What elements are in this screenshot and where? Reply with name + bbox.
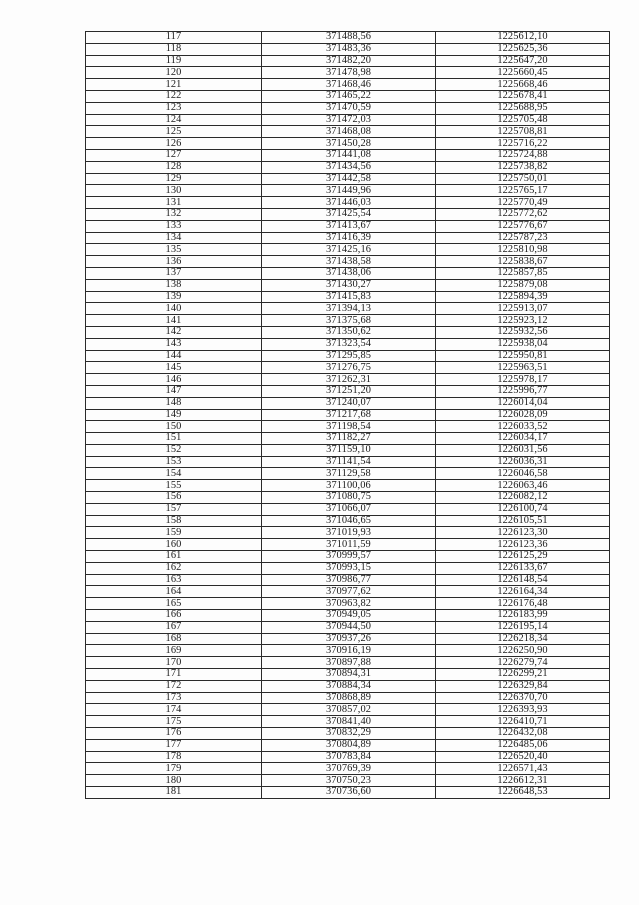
y-coordinate-cell: 1226031,56 xyxy=(436,444,610,456)
x-coordinate-cell: 370937,26 xyxy=(262,633,436,645)
x-coordinate-cell: 371066,07 xyxy=(262,503,436,515)
point-number-cell: 121 xyxy=(86,79,262,91)
point-number-cell: 177 xyxy=(86,739,262,751)
table-row xyxy=(86,444,610,456)
table-row xyxy=(86,79,610,91)
y-coordinate-cell: 1226370,70 xyxy=(436,692,610,704)
table-row xyxy=(86,303,610,315)
y-coordinate-cell: 1226250,90 xyxy=(436,645,610,657)
y-coordinate-cell: 1225879,08 xyxy=(436,279,610,291)
y-coordinate-cell: 1226133,67 xyxy=(436,562,610,574)
y-coordinate-cell: 1225724,88 xyxy=(436,149,610,161)
point-number-cell: 140 xyxy=(86,303,262,315)
table-row xyxy=(86,326,610,338)
table-row xyxy=(86,704,610,716)
table-row xyxy=(86,208,610,220)
x-coordinate-cell: 370769,39 xyxy=(262,763,436,775)
coordinates-table xyxy=(85,31,610,799)
x-coordinate-cell: 371375,68 xyxy=(262,315,436,327)
point-number-cell: 125 xyxy=(86,126,262,138)
table-row xyxy=(86,598,610,610)
table-row xyxy=(86,739,610,751)
point-number-cell: 150 xyxy=(86,421,262,433)
y-coordinate-cell: 1225857,85 xyxy=(436,267,610,279)
point-number-cell: 137 xyxy=(86,267,262,279)
x-coordinate-cell: 371438,58 xyxy=(262,256,436,268)
point-number-cell: 155 xyxy=(86,480,262,492)
table-row xyxy=(86,527,610,539)
x-coordinate-cell: 371483,36 xyxy=(262,43,436,55)
point-number-cell: 132 xyxy=(86,208,262,220)
point-number-cell: 130 xyxy=(86,185,262,197)
y-coordinate-cell: 1226014,04 xyxy=(436,397,610,409)
x-coordinate-cell: 371441,08 xyxy=(262,149,436,161)
coordinates-table-body xyxy=(86,32,610,799)
y-coordinate-cell: 1225612,10 xyxy=(436,32,610,44)
table-row xyxy=(86,126,610,138)
y-coordinate-cell: 1225705,48 xyxy=(436,114,610,126)
table-row xyxy=(86,763,610,775)
y-coordinate-cell: 1225708,81 xyxy=(436,126,610,138)
y-coordinate-cell: 1225625,36 xyxy=(436,43,610,55)
point-number-cell: 178 xyxy=(86,751,262,763)
y-coordinate-cell: 1226393,93 xyxy=(436,704,610,716)
table-row xyxy=(86,610,610,622)
y-coordinate-cell: 1226279,74 xyxy=(436,657,610,669)
point-number-cell: 169 xyxy=(86,645,262,657)
y-coordinate-cell: 1226329,84 xyxy=(436,680,610,692)
point-number-cell: 166 xyxy=(86,610,262,622)
x-coordinate-cell: 370897,88 xyxy=(262,657,436,669)
table-row xyxy=(86,539,610,551)
y-coordinate-cell: 1226148,54 xyxy=(436,574,610,586)
y-coordinate-cell: 1225787,23 xyxy=(436,232,610,244)
point-number-cell: 176 xyxy=(86,728,262,740)
point-number-cell: 149 xyxy=(86,409,262,421)
table-row xyxy=(86,315,610,327)
y-coordinate-cell: 1226082,12 xyxy=(436,492,610,504)
point-number-cell: 175 xyxy=(86,716,262,728)
point-number-cell: 160 xyxy=(86,539,262,551)
table-row xyxy=(86,574,610,586)
table-row xyxy=(86,67,610,79)
table-row xyxy=(86,197,610,209)
y-coordinate-cell: 1225776,67 xyxy=(436,220,610,232)
x-coordinate-cell: 370944,50 xyxy=(262,621,436,633)
y-coordinate-cell: 1226123,30 xyxy=(436,527,610,539)
point-number-cell: 123 xyxy=(86,102,262,114)
point-number-cell: 173 xyxy=(86,692,262,704)
point-number-cell: 134 xyxy=(86,232,262,244)
point-number-cell: 146 xyxy=(86,374,262,386)
y-coordinate-cell: 1226033,52 xyxy=(436,421,610,433)
y-coordinate-cell: 1225810,98 xyxy=(436,244,610,256)
y-coordinate-cell: 1226105,51 xyxy=(436,515,610,527)
point-number-cell: 180 xyxy=(86,775,262,787)
x-coordinate-cell: 371276,75 xyxy=(262,362,436,374)
point-number-cell: 161 xyxy=(86,551,262,563)
x-coordinate-cell: 370986,77 xyxy=(262,574,436,586)
y-coordinate-cell: 1225923,12 xyxy=(436,315,610,327)
x-coordinate-cell: 371141,54 xyxy=(262,456,436,468)
x-coordinate-cell: 371470,59 xyxy=(262,102,436,114)
y-coordinate-cell: 1226036,31 xyxy=(436,456,610,468)
point-number-cell: 133 xyxy=(86,220,262,232)
table-row xyxy=(86,350,610,362)
table-row xyxy=(86,362,610,374)
y-coordinate-cell: 1226410,71 xyxy=(436,716,610,728)
x-coordinate-cell: 371442,58 xyxy=(262,173,436,185)
y-coordinate-cell: 1225678,41 xyxy=(436,90,610,102)
table-row xyxy=(86,492,610,504)
point-number-cell: 179 xyxy=(86,763,262,775)
point-number-cell: 128 xyxy=(86,161,262,173)
y-coordinate-cell: 1226028,09 xyxy=(436,409,610,421)
point-number-cell: 165 xyxy=(86,598,262,610)
x-coordinate-cell: 371080,75 xyxy=(262,492,436,504)
y-coordinate-cell: 1225996,77 xyxy=(436,385,610,397)
point-number-cell: 117 xyxy=(86,32,262,44)
table-row xyxy=(86,220,610,232)
point-number-cell: 120 xyxy=(86,67,262,79)
x-coordinate-cell: 370884,34 xyxy=(262,680,436,692)
y-coordinate-cell: 1225770,49 xyxy=(436,197,610,209)
point-number-cell: 129 xyxy=(86,173,262,185)
point-number-cell: 141 xyxy=(86,315,262,327)
x-coordinate-cell: 371425,16 xyxy=(262,244,436,256)
x-coordinate-cell: 371159,10 xyxy=(262,444,436,456)
table-row xyxy=(86,43,610,55)
point-number-cell: 126 xyxy=(86,138,262,150)
point-number-cell: 135 xyxy=(86,244,262,256)
point-number-cell: 163 xyxy=(86,574,262,586)
table-row xyxy=(86,102,610,114)
y-coordinate-cell: 1225978,17 xyxy=(436,374,610,386)
x-coordinate-cell: 371240,07 xyxy=(262,397,436,409)
y-coordinate-cell: 1225660,45 xyxy=(436,67,610,79)
point-number-cell: 144 xyxy=(86,350,262,362)
y-coordinate-cell: 1226218,34 xyxy=(436,633,610,645)
table-row xyxy=(86,775,610,787)
table-row xyxy=(86,692,610,704)
table-row xyxy=(86,32,610,44)
y-coordinate-cell: 1226183,99 xyxy=(436,610,610,622)
x-coordinate-cell: 371478,98 xyxy=(262,67,436,79)
x-coordinate-cell: 371394,13 xyxy=(262,303,436,315)
point-number-cell: 151 xyxy=(86,433,262,445)
y-coordinate-cell: 1226176,48 xyxy=(436,598,610,610)
x-coordinate-cell: 371415,83 xyxy=(262,291,436,303)
point-number-cell: 153 xyxy=(86,456,262,468)
y-coordinate-cell: 1226648,53 xyxy=(436,787,610,799)
point-number-cell: 119 xyxy=(86,55,262,67)
point-number-cell: 122 xyxy=(86,90,262,102)
table-row xyxy=(86,232,610,244)
x-coordinate-cell: 370977,62 xyxy=(262,586,436,598)
y-coordinate-cell: 1225750,01 xyxy=(436,173,610,185)
x-coordinate-cell: 370750,23 xyxy=(262,775,436,787)
table-row xyxy=(86,621,610,633)
table-row xyxy=(86,480,610,492)
x-coordinate-cell: 371438,06 xyxy=(262,267,436,279)
point-number-cell: 171 xyxy=(86,669,262,681)
table-row xyxy=(86,633,610,645)
table-row xyxy=(86,279,610,291)
point-number-cell: 145 xyxy=(86,362,262,374)
x-coordinate-cell: 370894,31 xyxy=(262,669,436,681)
table-row xyxy=(86,551,610,563)
table-row xyxy=(86,385,610,397)
y-coordinate-cell: 1225963,51 xyxy=(436,362,610,374)
x-coordinate-cell: 370963,82 xyxy=(262,598,436,610)
point-number-cell: 143 xyxy=(86,338,262,350)
y-coordinate-cell: 1226063,46 xyxy=(436,480,610,492)
point-number-cell: 154 xyxy=(86,468,262,480)
table-row xyxy=(86,173,610,185)
x-coordinate-cell: 371465,22 xyxy=(262,90,436,102)
table-row xyxy=(86,669,610,681)
table-row xyxy=(86,456,610,468)
point-number-cell: 181 xyxy=(86,787,262,799)
table-row xyxy=(86,751,610,763)
x-coordinate-cell: 371295,85 xyxy=(262,350,436,362)
table-row xyxy=(86,468,610,480)
table-row xyxy=(86,503,610,515)
table-row xyxy=(86,291,610,303)
table-row xyxy=(86,161,610,173)
point-number-cell: 172 xyxy=(86,680,262,692)
y-coordinate-cell: 1226571,43 xyxy=(436,763,610,775)
x-coordinate-cell: 370993,15 xyxy=(262,562,436,574)
y-coordinate-cell: 1225932,56 xyxy=(436,326,610,338)
x-coordinate-cell: 371350,62 xyxy=(262,326,436,338)
point-number-cell: 159 xyxy=(86,527,262,539)
x-coordinate-cell: 371482,20 xyxy=(262,55,436,67)
point-number-cell: 164 xyxy=(86,586,262,598)
table-row xyxy=(86,586,610,598)
x-coordinate-cell: 371182,27 xyxy=(262,433,436,445)
point-number-cell: 142 xyxy=(86,326,262,338)
point-number-cell: 167 xyxy=(86,621,262,633)
x-coordinate-cell: 371416,39 xyxy=(262,232,436,244)
table-row xyxy=(86,680,610,692)
table-row xyxy=(86,138,610,150)
table-row xyxy=(86,657,610,669)
x-coordinate-cell: 371011,59 xyxy=(262,539,436,551)
point-number-cell: 127 xyxy=(86,149,262,161)
table-row xyxy=(86,185,610,197)
table-row xyxy=(86,515,610,527)
point-number-cell: 158 xyxy=(86,515,262,527)
x-coordinate-cell: 370916,19 xyxy=(262,645,436,657)
x-coordinate-cell: 371217,68 xyxy=(262,409,436,421)
point-number-cell: 124 xyxy=(86,114,262,126)
x-coordinate-cell: 370804,89 xyxy=(262,739,436,751)
table-row xyxy=(86,267,610,279)
x-coordinate-cell: 370783,84 xyxy=(262,751,436,763)
x-coordinate-cell: 371446,03 xyxy=(262,197,436,209)
x-coordinate-cell: 370857,02 xyxy=(262,704,436,716)
y-coordinate-cell: 1226195,14 xyxy=(436,621,610,633)
x-coordinate-cell: 370868,89 xyxy=(262,692,436,704)
x-coordinate-cell: 371019,93 xyxy=(262,527,436,539)
point-number-cell: 138 xyxy=(86,279,262,291)
point-number-cell: 174 xyxy=(86,704,262,716)
y-coordinate-cell: 1226123,36 xyxy=(436,539,610,551)
x-coordinate-cell: 371262,31 xyxy=(262,374,436,386)
y-coordinate-cell: 1226432,08 xyxy=(436,728,610,740)
point-number-cell: 147 xyxy=(86,385,262,397)
x-coordinate-cell: 371434,56 xyxy=(262,161,436,173)
y-coordinate-cell: 1225838,67 xyxy=(436,256,610,268)
point-number-cell: 139 xyxy=(86,291,262,303)
x-coordinate-cell: 371413,67 xyxy=(262,220,436,232)
point-number-cell: 148 xyxy=(86,397,262,409)
table-row xyxy=(86,374,610,386)
y-coordinate-cell: 1226520,40 xyxy=(436,751,610,763)
y-coordinate-cell: 1226034,17 xyxy=(436,433,610,445)
y-coordinate-cell: 1226485,06 xyxy=(436,739,610,751)
table-row xyxy=(86,728,610,740)
y-coordinate-cell: 1225765,17 xyxy=(436,185,610,197)
y-coordinate-cell: 1225938,04 xyxy=(436,338,610,350)
table-row xyxy=(86,55,610,67)
y-coordinate-cell: 1226125,29 xyxy=(436,551,610,563)
y-coordinate-cell: 1225647,20 xyxy=(436,55,610,67)
table-row xyxy=(86,433,610,445)
x-coordinate-cell: 371488,56 xyxy=(262,32,436,44)
y-coordinate-cell: 1226100,74 xyxy=(436,503,610,515)
y-coordinate-cell: 1226164,34 xyxy=(436,586,610,598)
x-coordinate-cell: 371450,28 xyxy=(262,138,436,150)
x-coordinate-cell: 371472,03 xyxy=(262,114,436,126)
y-coordinate-cell: 1226612,31 xyxy=(436,775,610,787)
y-coordinate-cell: 1226299,21 xyxy=(436,669,610,681)
point-number-cell: 136 xyxy=(86,256,262,268)
table-row xyxy=(86,645,610,657)
table-row xyxy=(86,716,610,728)
x-coordinate-cell: 371251,20 xyxy=(262,385,436,397)
y-coordinate-cell: 1225894,39 xyxy=(436,291,610,303)
y-coordinate-cell: 1225738,82 xyxy=(436,161,610,173)
x-coordinate-cell: 371468,08 xyxy=(262,126,436,138)
x-coordinate-cell: 371449,96 xyxy=(262,185,436,197)
x-coordinate-cell: 371129,58 xyxy=(262,468,436,480)
point-number-cell: 131 xyxy=(86,197,262,209)
table-row xyxy=(86,256,610,268)
x-coordinate-cell: 371198,54 xyxy=(262,421,436,433)
table-row xyxy=(86,787,610,799)
y-coordinate-cell: 1225668,46 xyxy=(436,79,610,91)
y-coordinate-cell: 1225950,81 xyxy=(436,350,610,362)
x-coordinate-cell: 370832,29 xyxy=(262,728,436,740)
x-coordinate-cell: 371430,27 xyxy=(262,279,436,291)
x-coordinate-cell: 371323,54 xyxy=(262,338,436,350)
table-row xyxy=(86,409,610,421)
table-row xyxy=(86,114,610,126)
table-row xyxy=(86,149,610,161)
y-coordinate-cell: 1225716,22 xyxy=(436,138,610,150)
table-row xyxy=(86,244,610,256)
point-number-cell: 157 xyxy=(86,503,262,515)
x-coordinate-cell: 371100,06 xyxy=(262,480,436,492)
y-coordinate-cell: 1225688,95 xyxy=(436,102,610,114)
x-coordinate-cell: 371046,65 xyxy=(262,515,436,527)
x-coordinate-cell: 370949,05 xyxy=(262,610,436,622)
x-coordinate-cell: 371425,54 xyxy=(262,208,436,220)
point-number-cell: 170 xyxy=(86,657,262,669)
y-coordinate-cell: 1225913,07 xyxy=(436,303,610,315)
y-coordinate-cell: 1225772,62 xyxy=(436,208,610,220)
point-number-cell: 156 xyxy=(86,492,262,504)
table-row xyxy=(86,338,610,350)
table-row xyxy=(86,421,610,433)
y-coordinate-cell: 1226046,58 xyxy=(436,468,610,480)
table-row xyxy=(86,562,610,574)
x-coordinate-cell: 370736,60 xyxy=(262,787,436,799)
point-number-cell: 152 xyxy=(86,444,262,456)
table-row xyxy=(86,397,610,409)
point-number-cell: 118 xyxy=(86,43,262,55)
table-row xyxy=(86,90,610,102)
x-coordinate-cell: 370999,57 xyxy=(262,551,436,563)
point-number-cell: 168 xyxy=(86,633,262,645)
x-coordinate-cell: 370841,40 xyxy=(262,716,436,728)
x-coordinate-cell: 371468,46 xyxy=(262,79,436,91)
point-number-cell: 162 xyxy=(86,562,262,574)
